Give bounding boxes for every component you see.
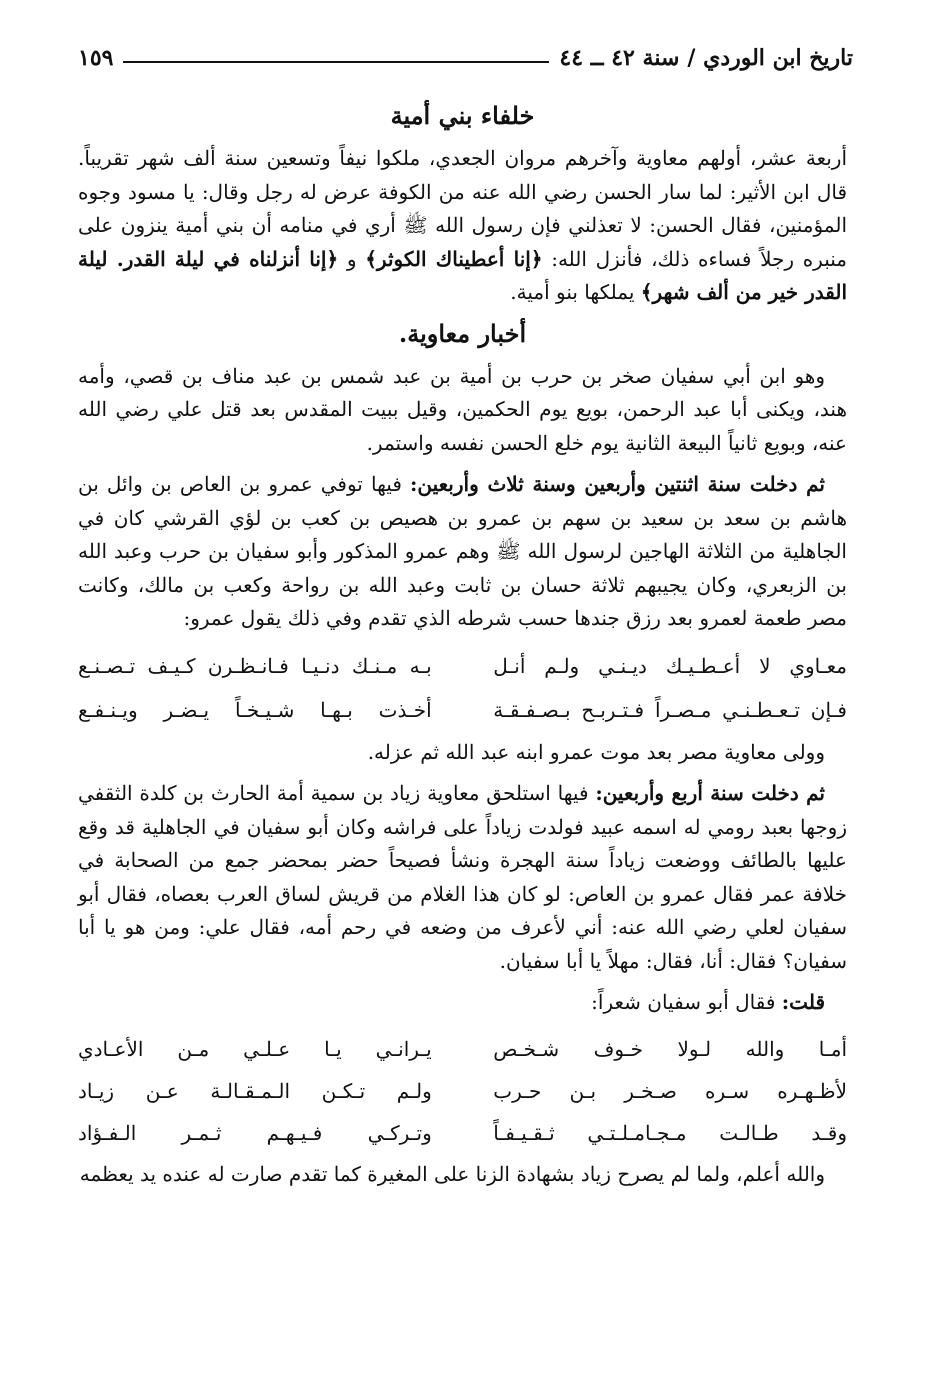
verse-second-hemistich: يـرانـي يـا عـلـي مـن الأعـادي [78,1036,432,1061]
verse-second-hemistich: وتـركـي فـيـهـم ثـمـر الـفـؤاد [78,1120,432,1145]
year-42-body: فيها توفي عمرو بن العاص بن وائل بن هاشم بن سعد بن سعيد بن سهم بن عمرو بن هصيص بن كعب بن لؤي القرشي كان في الجاهلية من الثلاثة الهاجين لرسول الله ﷺ وهم عمرو المذكور وأبو سفيان بن حرب وعبد الله بن الزبعري، وكان يجيبهم ثلاثة حسان بن ثابت وعبد الله بن رواحة وكعب بن مالك، وكانت مصر طعمة لعمرو بعد رزق جندها حسب شرطه الذي تقدم وفي ذلك يقول عمرو: [78,472,847,630]
poem-abu-sufyan [78,1028,847,1154]
verse [78,1070,847,1112]
verse-first-hemistich: أمـا والله لـولا خـوف شـخـص [493,1036,847,1061]
poem-amr [78,644,847,732]
verse [78,1112,847,1154]
year-42-lead: ثم دخلت سنة اثنتين وأربعين وسنة ثلاث وأربعين: [410,472,825,496]
verse [78,1028,847,1070]
verse-first-hemistich: لأظـهـره سـره صـخـر بـن حـرب [493,1078,847,1103]
year-44-body: فيها استلحق معاوية زياد بن سمية أمة الحارث بن كلدة الثقفي زوجها بعبد رومي له اسمه عبيد فولدت زياداً على فراشه وكان أبو سفيان في الجاهلية قد وقع عليها بالطائف ووضعت زياداً سنة الهجرة ونشأ فصيحاً حضر بمحضر جمع من الصحابة في خلافة عمر فقال عمرو بن العاص: لو كان هذا الغلام من قريش لساق العرب بعصاه، فقال أبو سفيان لعلي رضي الله عنه: أني لأعرف من وضعه في رحم أمه، فقال علي: ومن هو يا أبا سفيان؟ فقال: أنا، فقال: مهلاً يا أبا سفيان. [78,781,847,973]
verse-first-hemistich: وقـد طـالـت مـجـامـلـتـي ثـقـيـفـاً [493,1120,847,1145]
running-header [78,38,853,78]
verse-first-hemistich: فـإن تـعـطـنـي مـصـراً فـتـربـح بـصـفـقـة [493,697,847,722]
header-rule [123,61,549,63]
qult-label: قلت: [781,990,825,1014]
page-number: ١٥٩ [78,45,114,71]
paragraph-muawiya: وهو ابن أبي سفيان صخر بن حرب بن أمية بن عبد شمس بن عبد مناف بن قصي، وأمه هند، ويكنى أبا عبد الرحمن، بويع يوم الحكمين، وقيل ببيت المقدس بعد قتل علي رضي الله عنه، وبويع ثانياً البيعة الثانية يوم خلع الحسن نفسه واستمر. [78,363,847,455]
book-title: تاريخ ابن الوردي / [687,45,853,71]
qult-text: فقال أبو سفيان شعراً: [591,990,782,1014]
quran-quote-qadr: ﴿إنا أنزلناه في ليلة القدر. ليلة القدر خير من ألف شهر﴾ [78,246,847,304]
umayyad-text: أربعة عشر، أولهم معاوية وآخرهم مروان الجعدي، ملكوا نيفاً وتسعين سنة ألف شهر تقريباً. قال ابن الأثير: لما سار الحسن رضي الله عنه من الكوفة عرض له رجل وقال: يا مسود وجوه المؤمنين، فقال الحسن: لا تعذلني فإن رسول الله ﷺ أري في منامه أن بني أمية ينزون على منبره رجلاً فساءه ذلك، فأنزل الله: [78,146,847,271]
conjunction: و [338,246,366,271]
verse [78,688,847,732]
heading-muawiya: أخبار معاوية. [398,318,527,348]
heading-umayyad-caliphs: خلفاء بني أمية [390,101,535,130]
year-range: سنة ٤٢ ــ ٤٤ [559,45,680,71]
verse-second-hemistich: بـه مـنـك دنـيـا فـانـظـرن كـيـف تـصـنـع [78,653,432,678]
verse-first-hemistich: معـاوي لا أعـطـيـك ديـنـي ولـم أنـل [493,653,847,678]
paragraph-year-44 [78,777,847,978]
paragraph-umayyad [78,142,847,310]
verse [78,644,847,688]
quran-quote-kawthar: ﴿إنا أعطيناك الكوثر﴾ [365,246,543,271]
year-44-lead: ثم دخلت سنة أربع وأربعين: [595,781,825,805]
paragraph-after-poem: وولى معاوية مصر بعد موت عمرو ابنه عبد الله ثم عزله. [367,739,825,764]
paragraph-year-42 [78,468,847,636]
page-content [78,92,847,1191]
umayyad-text-end: يملكها بنو أمية. [510,280,641,304]
verse-second-hemistich: أخـذت بـهـا شـيـخـاً يـضـر ويـنـفـع [78,697,432,722]
paragraph-closing: والله أعلم، ولما لم يصرح زياد بشهادة الزنا على المغيرة كما تقدم صارت له عنده يد يعظمه [79,1161,825,1186]
paragraph-qult [78,986,847,1020]
verse-second-hemistich: ولـم تـكـن الـمـقـالـة عـن زيـاد [78,1078,432,1103]
